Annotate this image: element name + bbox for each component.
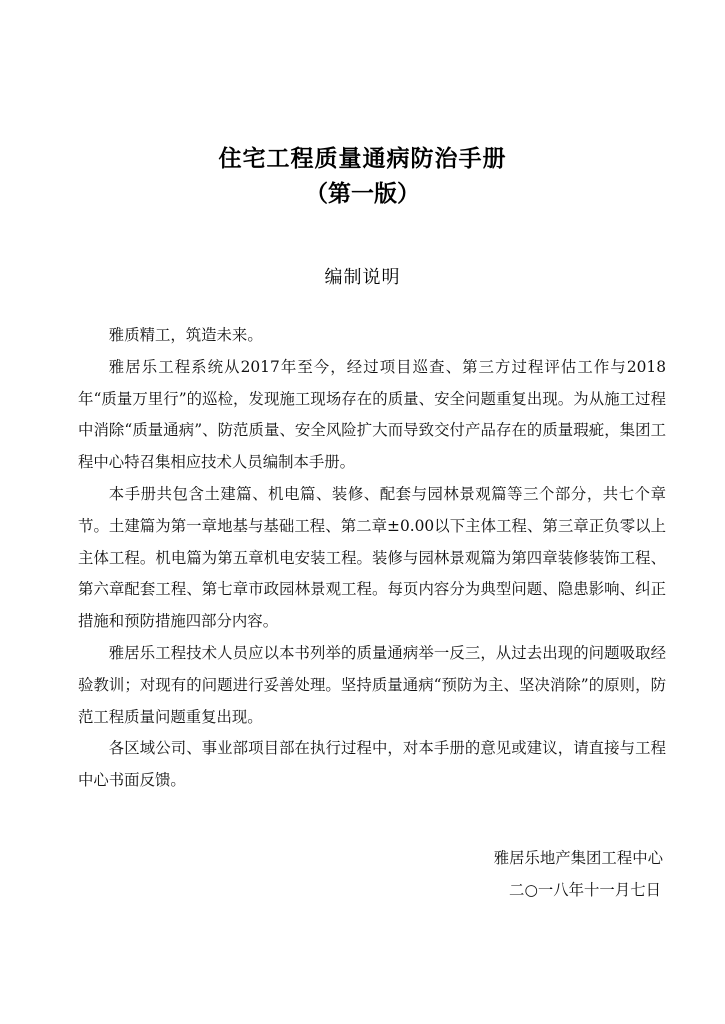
- paragraph-motto: 雅质精工，筑造未来。: [108, 326, 263, 344]
- paragraph-feedback: 各区域公司、事业部项目部在执行过程中，对本手册的意见或建议，请直接与工程中心书面反馈。: [78, 739, 666, 790]
- signature-organization: 雅居乐地产集团工程中心: [493, 849, 663, 867]
- paragraph-principles: 雅居乐工程技术人员应以本书列举的质量通病举一反三，从过去出现的问题吸取经验教训；对现有的问题进行妥善处理。坚持质量通病“预防为主、坚决消除”的原则，防范工程质量问题重复出现。: [78, 643, 666, 726]
- body-text: [78, 320, 666, 797]
- document-title: 住宅工程质量通病防治手册: [218, 146, 507, 172]
- signature-block: [494, 842, 663, 906]
- document-edition: （第一版）: [305, 181, 420, 207]
- paragraph-contents: 本手册共包含土建篇、机电篇、装修、配套与园林景观篇等三个部分，共七个章节。土建篇为第一章地基与基础工程、第二章±0.00以下主体工程、第三章正负零以上主体工程。机电篇为第五章机电安装工程。装修与园林景观篇为第四章装修装饰工程、第六章配套工程、第七章市政园林景观工程。每页内容分为典型问题、隐患影响、纠正措施和预防措施四部分内容。: [78, 484, 666, 631]
- section-title: 编制说明: [324, 267, 401, 288]
- signature-date: 二○一八年十一月七日: [509, 881, 661, 899]
- paragraph-background: 雅居乐工程系统从2017年至今，经过项目巡查、第三方过程评估工作与2018年“质量万里行”的巡检，发现施工现场存在的质量、安全问题重复出现。为从施工过程中消除“质量通病”、防范质量、安全风险扩大而导致交付产品存在的质量瑕疵，集团工程中心特召集相应技术人员编制本手册。: [78, 357, 666, 472]
